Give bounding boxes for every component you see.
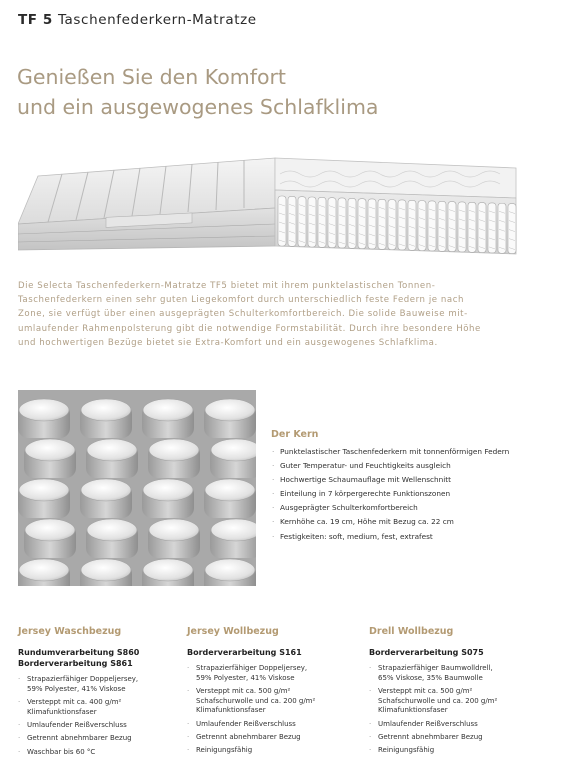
- cover-title: Jersey Wollbezug: [187, 626, 279, 637]
- cover-variant: Borderverarbeitung S861: [18, 659, 133, 668]
- core-feature: · Punktelastischer Taschenfederkern mit tonnenförmigen Federn: [271, 445, 571, 459]
- spring-pocket-top: [211, 519, 256, 541]
- spring-pocket: [448, 202, 456, 252]
- core-feature: · Ausgeprägter Schulterkomfortbereich: [271, 501, 571, 515]
- spring-pocket-top: [87, 519, 137, 541]
- spring-pocket: [488, 203, 496, 253]
- spring-pocket: [398, 200, 406, 250]
- spring-pocket-top: [143, 399, 193, 421]
- spring-pocket: [458, 202, 466, 252]
- spring-pocket: [328, 198, 336, 248]
- product-name: Taschenfederkern-Matratze: [57, 12, 257, 28]
- headline-line-1: Genießen Sie den Komfort: [17, 65, 286, 89]
- spring-pocket: [378, 199, 386, 249]
- cover-column-drell-woll: [369, 626, 539, 760]
- pocket-spring-photo: [18, 390, 256, 586]
- spring-pocket: [278, 196, 286, 246]
- cover-feature: · Getrennt abnehmbarer Bezug: [369, 733, 539, 743]
- cover-title: Drell Wollbezug: [369, 626, 454, 637]
- headline: [17, 62, 378, 122]
- spring-pocket-top: [205, 559, 255, 581]
- cover-variant: Borderverarbeitung S075: [369, 648, 484, 657]
- spring-pocket-top: [81, 559, 131, 581]
- spring-pocket: [358, 199, 366, 249]
- cover-feature: · Getrennt abnehmbarer Bezug: [18, 734, 188, 744]
- cover-feature: · Umlaufender Reißverschluss: [18, 721, 188, 731]
- spring-pocket: [478, 203, 486, 253]
- cover-feature: · Strapazierfähiger Baumwolldrell, 65% Viskose, 35% Baumwolle: [369, 664, 539, 683]
- cover-feature: · Strapazierfähiger Doppeljersey, 59% Polyester, 41% Viskose: [187, 664, 357, 683]
- spring-pocket-top: [19, 479, 69, 501]
- spring-pocket: [298, 197, 306, 247]
- spring-pocket: [348, 198, 356, 248]
- cover-feature: · Reinigungsfähig: [369, 746, 539, 756]
- mattress-cutaway-image: [18, 146, 518, 258]
- spring-pocket-top: [19, 399, 69, 421]
- cover-feature-list: [369, 664, 539, 756]
- cover-variant: Rundumverarbeitung S860: [18, 648, 140, 657]
- spring-pocket-top: [149, 519, 199, 541]
- core-feature: · Guter Temperatur- und Feuchtigkeits ausgleich: [271, 459, 571, 473]
- spring-pocket-top: [205, 479, 255, 501]
- spring-pocket-top: [205, 399, 255, 421]
- spring-pocket-top: [81, 399, 131, 421]
- spring-pocket: [418, 201, 426, 251]
- spring-pocket-top: [211, 439, 256, 461]
- pocket-spring-illustration: [18, 390, 256, 586]
- spring-pocket: [318, 197, 326, 247]
- core-feature: · Hochwertige Schaumauflage mit Wellenschnitt: [271, 473, 571, 487]
- spring-pocket: [308, 197, 316, 247]
- spring-pocket: [388, 200, 396, 250]
- spring-pocket: [498, 203, 506, 253]
- core-section: [271, 429, 571, 544]
- cover-feature: · Reinigungsfähig: [187, 746, 357, 756]
- spring-pocket: [428, 201, 436, 251]
- cover-variant: Borderverarbeitung S161: [187, 648, 302, 657]
- document-header: [18, 12, 257, 28]
- headline-line-2: und ein ausgewogenes Schlafklima: [17, 95, 379, 119]
- core-feature-list: [271, 445, 571, 544]
- spring-pocket: [338, 198, 346, 248]
- core-feature: · Festigkeiten: soft, medium, fest, extrafest: [271, 530, 571, 544]
- cover-column-jersey-woll: [187, 626, 357, 760]
- cover-feature: · Umlaufender Reißverschluss: [187, 720, 357, 730]
- spring-pocket: [438, 201, 446, 251]
- spring-pocket-top: [143, 479, 193, 501]
- cover-feature-list: [187, 664, 357, 756]
- cover-feature: · Getrennt abnehmbarer Bezug: [187, 733, 357, 743]
- cover-feature: · Strapazierfähiger Doppeljersey, 59% Polyester, 41% Viskose: [18, 675, 188, 694]
- spring-pocket-top: [143, 559, 193, 581]
- intro-paragraph: [18, 279, 508, 350]
- intro-line: Die Selecta Taschenfederkern-Matratze TF5 bietet mit ihrem punktelastischen Tonnen-: [18, 281, 436, 291]
- core-title: Der Kern: [271, 429, 319, 440]
- intro-line: umlaufender Rahmenpolsterung gibt die notwendige Formstabilität. Durch ihre besondere Höhe: [18, 323, 481, 334]
- spring-pocket-top: [19, 559, 69, 581]
- spring-pocket: [288, 196, 296, 246]
- spring-pocket-top: [25, 439, 75, 461]
- spring-pocket: [508, 204, 516, 254]
- cover-feature: · Versteppt mit ca. 500 g/m² Schafschurwolle und ca. 200 g/m² Klimafunktionsfaser: [369, 687, 539, 716]
- core-feature: · Kernhöhe ca. 19 cm, Höhe mit Bezug ca. 22 cm: [271, 515, 571, 529]
- cover-title: Jersey Waschbezug: [18, 626, 122, 637]
- spring-pocket-top: [149, 439, 199, 461]
- intro-line: Taschenfederkern einen sehr guten Liegekomfort durch unterschiedlich feste Federn je nach: [18, 295, 464, 306]
- cover-feature-list: [18, 675, 188, 757]
- spring-pocket-top: [81, 479, 131, 501]
- spring-pocket: [368, 199, 376, 249]
- intro-line: und hochwertigen Bezüge bietet sie Extra-Komfort und ein ausgewogenes Schlafklima.: [18, 337, 438, 348]
- cover-column-jersey-wasch: [18, 626, 188, 761]
- cover-feature: · Waschbar bis 60 °C: [18, 748, 188, 758]
- cover-feature: · Umlaufender Reißverschluss: [369, 720, 539, 730]
- intro-line: Zone, sie verfügt über einen ausgeprägten Schulterkomfortbereich. Die solide Bauweise mit-: [18, 309, 468, 320]
- spring-pocket: [468, 202, 476, 252]
- spring-pocket: [408, 200, 416, 250]
- spring-pocket-top: [87, 439, 137, 461]
- model-code: TF 5: [18, 12, 53, 28]
- cover-feature: · Versteppt mit ca. 500 g/m² Schafschurwolle und ca. 200 g/m² Klimafunktionsfaser: [187, 687, 357, 716]
- spring-pocket-top: [25, 519, 75, 541]
- core-feature: · Einteilung in 7 körpergerechte Funktionszonen: [271, 487, 571, 501]
- cover-feature: · Versteppt mit ca. 400 g/m² Klimafunktionsfaser: [18, 698, 188, 717]
